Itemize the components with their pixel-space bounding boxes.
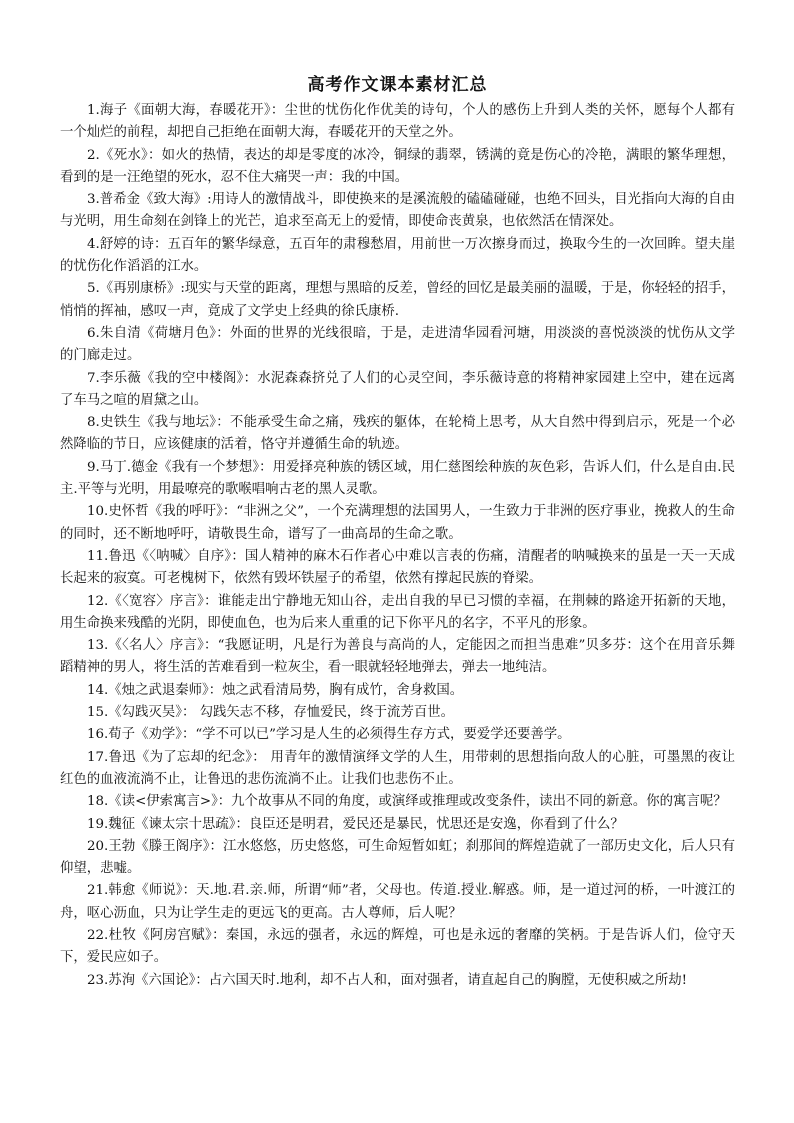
material-item-22: 22.杜牧《阿房宫赋》：秦国，永远的强者，永远的辉煌，可也是永远的奢靡的笑柄。于是告诉人们，俭守天下，爱民应如子。 [60, 927, 735, 966]
material-item-11: 11.鲁迅《〈呐喊〉自序》：国人精神的麻木石作者心中难以言表的伤痛，清醒者的呐喊换来的虽是一天一天成长起来的寂寞。可老槐树下，依然有毁坏铁屋子的希望，依然有撑起民族的脊梁。 [60, 548, 735, 587]
material-item-23: 23.苏洵《六国论》：占六国天时.地利，却不占人和，面对强者，请直起自己的胸膛，无使积威之所劫! [87, 972, 688, 988]
material-item-9: 9.马丁.德金《我有一个梦想》：用爱择亮种族的锈区域，用仁慈图绘种族的灰色彩，告诉人们，什么是自由.民主.平等与光明，用最嘹亮的歌喉唱响古老的黑人灵歌。 [60, 459, 735, 498]
material-item-3: 3.普希金《致大海》:用诗人的激情战斗，即使换来的是溪流般的磕磕碰碰，也绝不回头，目光指向大海的自由与光明，用生命刻在剑锋上的光芒，追求至高无上的爱情，即使命丧黄泉，也依然活在情深处。 [60, 192, 735, 230]
material-item-1: 1.海子《面朝大海，春暖花开》：尘世的忧伤化作优美的诗句，个人的感伤上升到人类的关怀，愿每个人都有一个灿烂的前程，却把自己拒绝在面朝大海，春暖花开的天堂之外。 [60, 103, 735, 141]
material-item-5: 5.《再别康桥》:现实与天堂的距离，理想与黑暗的反差，曾经的回忆是最美丽的温暖，于是，你轻轻的招手，悄悄的挥袖，感叹一声，竟成了文学史上经典的徐氏康桥. [60, 281, 735, 319]
material-item-4: 4.舒婷的诗：五百年的繁华绿意，五百年的肃穆愁眉，用前世一万次擦身而过，换取今生的一次回眸。望夫崖的忧伤化作滔滔的江水。 [60, 236, 735, 275]
material-list [60, 100, 735, 992]
material-item-7: 7.李乐薇《我的空中楼阁》：水泥森森挤兑了人们的心灵空间，李乐薇诗意的将精神家园建上空中，建在远离了车马之喧的眉黛之山。 [60, 370, 735, 408]
material-item-2: 2.《死水》：如火的热情，表达的却是零度的冰冷，铜绿的翡翠，锈满的竟是伤心的冷艳，满眼的繁华理想，看到的是一汪绝望的死水，忍不住大痛哭一声：我的中国。 [60, 147, 735, 185]
material-item-14: 14.《烛之武退秦师》：烛之武看清局势，胸有成竹，舍身救国。 [87, 682, 464, 698]
material-item-19: 19.魏征《谏太宗十思疏》：良臣还是明君，爱民还是暴民，忧思还是安逸，你看到了什么？ [87, 816, 624, 832]
document-page [60, 74, 735, 992]
material-item-16: 16.荀子《劝学》：“学不可以已”学习是人生的必须得生存方式，要爱学还要善学。 [87, 727, 571, 743]
material-item-8: 8.史铁生《我与地坛》：不能承受生命之痛，残疾的躯体，在轮椅上思考，从大自然中得到启示，死是一个必然降临的节日，应该健康的活着，恪守并遵循生命的轨迹。 [60, 415, 735, 453]
material-item-21: 21.韩愈《师说》：天.地.君.亲.师，所谓“师”者，父母也。传道.授业.解惑。师，是一道过河的桥，一叶渡江的舟，呕心沥血，只为让学生走的更远飞的更高。古人尊师，后人呢？ [60, 883, 735, 921]
material-item-10: 10.史怀哲《我的呼吁》：“非洲之父”，一个充满理想的法国男人，一生致力于非洲的医疗事业，挽救人的生命的同时，还不断地呼吁，请敬畏生命，谱写了一曲高昂的生命之歌。 [60, 504, 735, 542]
material-item-17: 17.鲁迅《为了忘却的纪念》： 用青年的激情演绎文学的人生，用带刺的思想指向敌人的心脏，可墨黑的夜让红色的血液流淌不止，让鲁迅的悲伤流淌不止。让我们也悲伤不止。 [60, 749, 735, 787]
material-item-15: 15.《勾践灭吴》： 勾践矢志不移，存恤爱民，终于流芳百世。 [87, 705, 455, 721]
document-title: 高考作文课本素材汇总 [307, 75, 488, 95]
material-item-13: 13.《〈名人〉序言》：“我愿证明，凡是行为善良与高尚的人，定能因之而担当患难”贝多芬：这个在用音乐舞蹈精神的男人，将生活的苦难看到一粒灰尘，看一眼就轻轻地弹去，弹去一地纯洁。 [60, 638, 735, 676]
material-item-12: 12.《〈宽容〉序言》：谁能走出宁静地无知山谷，走出自我的早已习惯的幸福，在荆棘的路途开拓新的天地，用生命换来残酷的光阴，即使血色，也为后来人重重的记下你平凡的名字，不平凡的形象。 [60, 593, 735, 631]
material-item-18: 18.《读<伊索寓言>》：九个故事从不同的角度，或演绎或推理或改变条件，读出不同的新意。你的寓言呢？ [87, 794, 727, 810]
material-item-6: 6.朱自清《荷塘月色》：外面的世界的光线很暗，于是，走进清华园看河塘，用淡淡的喜悦淡淡的忧伤从文学的门廊走过。 [60, 325, 735, 364]
material-item-20: 20.王勃《滕王阁序》：江水悠悠，历史悠悠，可生命短暂如虹；刹那间的辉煌造就了一部历史文化，后人只有仰望，悲嘘。 [60, 838, 735, 877]
